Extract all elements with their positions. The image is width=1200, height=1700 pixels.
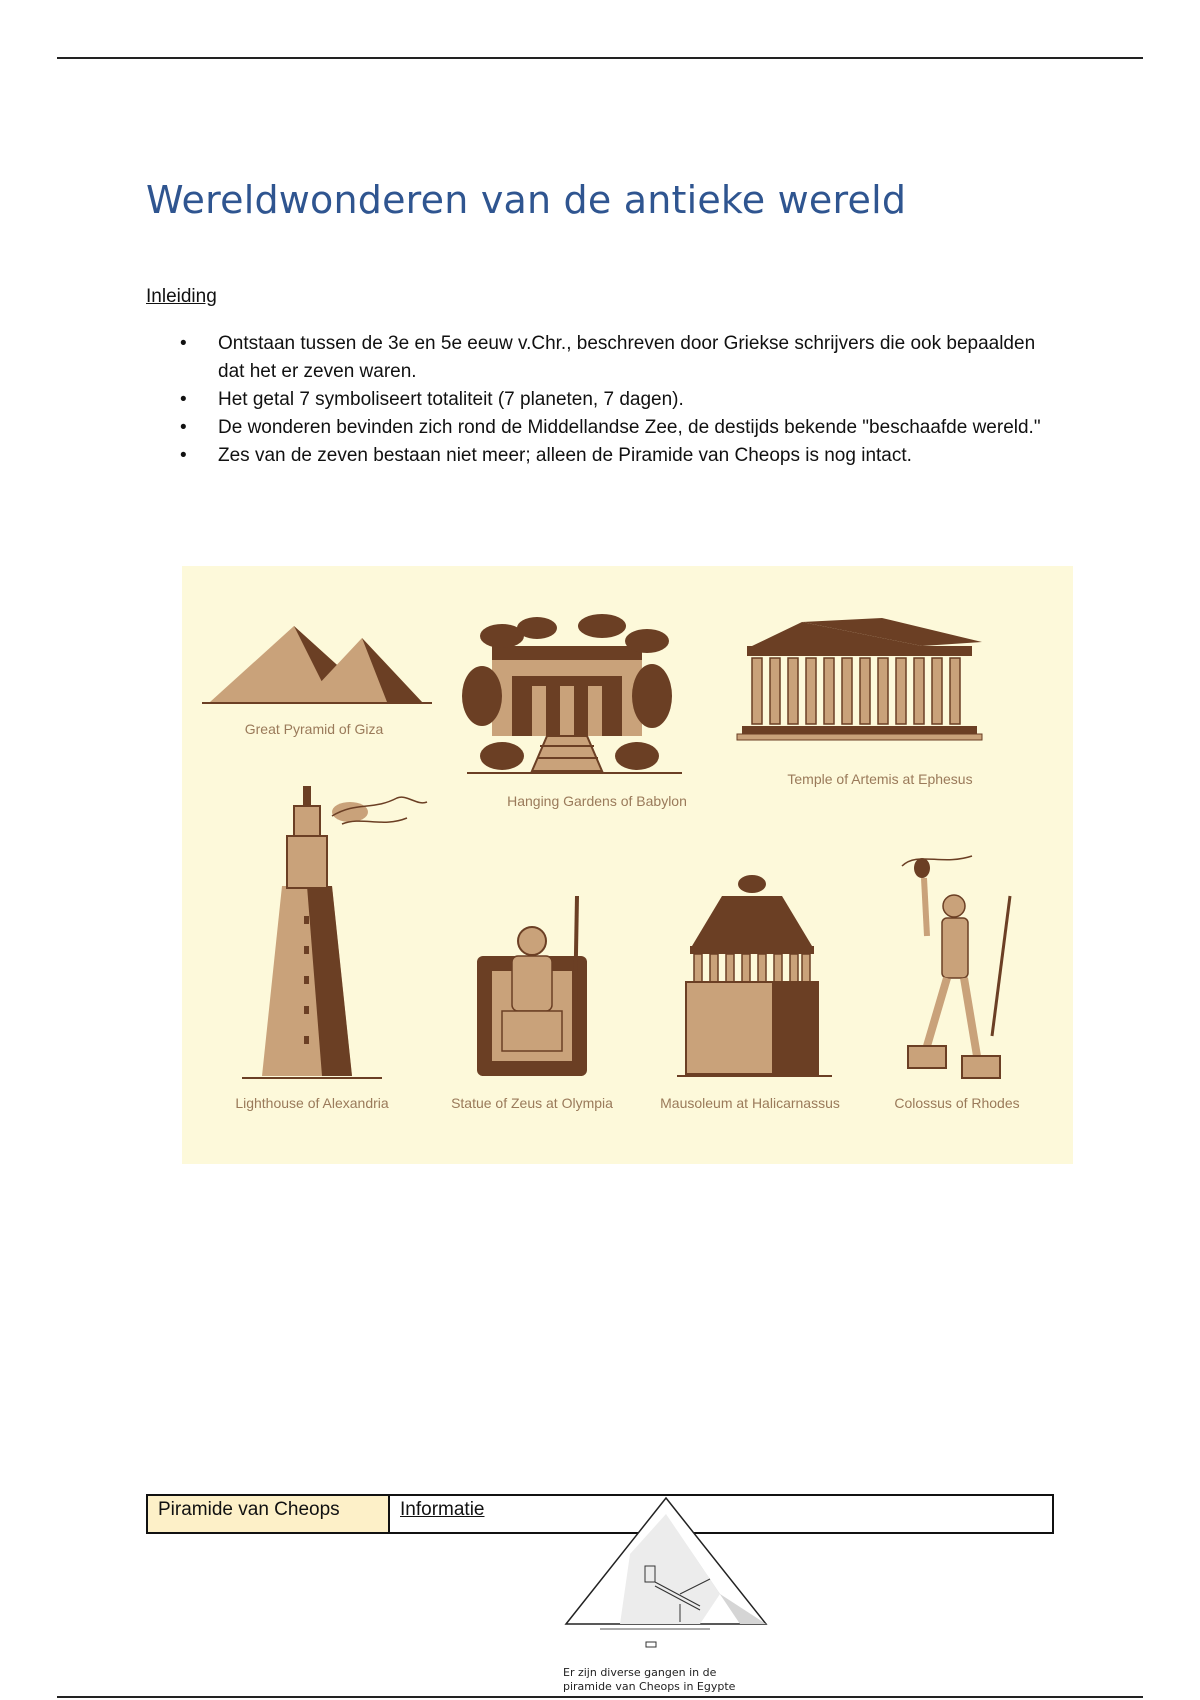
- section-heading-intro: Inleiding: [146, 286, 217, 307]
- list-item: [146, 330, 1046, 386]
- pyramid-cross-section-diagram: [560, 1494, 780, 1668]
- list-item: [146, 386, 1046, 414]
- bullet-icon: •: [180, 389, 187, 410]
- table-cell-info: Informatie: [400, 1499, 485, 1520]
- bullet-icon: •: [180, 417, 187, 438]
- zeus-illustration: [477, 896, 587, 1076]
- intro-bullet-list: [146, 330, 1046, 470]
- list-item-text: Ontstaan tussen de 3e en 5e eeuw v.Chr., beschreven door Griekse schrijvers die ook bepaalden dat het er zeven waren.: [218, 333, 1036, 382]
- header-rule: [57, 57, 1143, 59]
- caption-colossus: Colossus of Rhodes: [894, 1095, 1020, 1111]
- colossus-illustration: [902, 856, 1010, 1078]
- page-title: Wereldwonderen van de antieke wereld: [146, 178, 907, 222]
- seven-wonders-illustration: [182, 566, 1073, 1164]
- bullet-icon: •: [180, 445, 187, 466]
- caption-gardens: Hanging Gardens of Babylon: [507, 793, 687, 809]
- mausoleum-illustration: [677, 875, 832, 1076]
- pyramid-illustration: [202, 626, 432, 703]
- diagram-caption: [563, 1666, 735, 1694]
- caption-zeus: Statue of Zeus at Olympia: [451, 1095, 613, 1111]
- diagram-caption-line: piramide van Cheops in Egypte: [563, 1680, 736, 1693]
- list-item-text: De wonderen bevinden zich rond de Middellandse Zee, de destijds bekende "beschaafde wereld.": [218, 417, 1041, 438]
- caption-lighthouse: Lighthouse of Alexandria: [235, 1095, 389, 1111]
- temple-illustration: [737, 618, 982, 740]
- bullet-icon: •: [180, 333, 187, 354]
- table-cell-subject: Piramide van Cheops: [148, 1496, 390, 1532]
- footer-rule: [57, 1696, 1143, 1698]
- caption-mausoleum: Mausoleum at Halicarnassus: [660, 1095, 840, 1111]
- caption-temple: Temple of Artemis at Ephesus: [787, 771, 973, 787]
- lighthouse-illustration: [242, 786, 427, 1078]
- list-item-text: Zes van de zeven bestaan niet meer; alleen de Piramide van Cheops is nog intact.: [218, 445, 912, 466]
- gardens-illustration: [462, 614, 682, 773]
- list-item: [146, 414, 1046, 442]
- diagram-caption-line: Er zijn diverse gangen in de: [563, 1666, 717, 1679]
- list-item: [146, 442, 1046, 470]
- list-item-text: Het getal 7 symboliseert totaliteit (7 planeten, 7 dagen).: [218, 389, 684, 410]
- caption-pyramid: Great Pyramid of Giza: [244, 721, 384, 737]
